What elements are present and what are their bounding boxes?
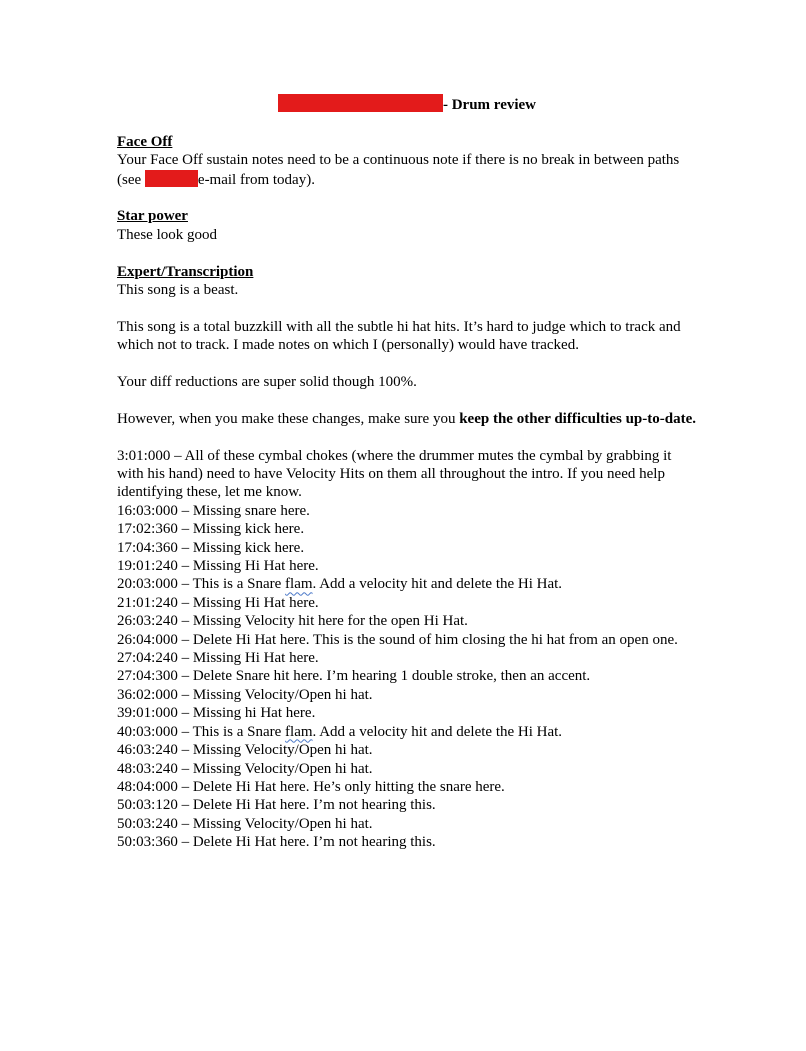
- face-off-text: [117, 151, 697, 189]
- section-face-off: [117, 133, 697, 189]
- note-text: . Add a velocity hit and delete the Hi Hat.: [312, 723, 563, 740]
- spellcheck-word: flam: [285, 723, 313, 740]
- face-off-text-after: e-mail from today).: [197, 171, 315, 188]
- note-item: 26:03:240 – Missing Velocity hit here for the open Hi Hat.: [117, 613, 468, 630]
- heading-face-off: Face Off: [117, 133, 173, 150]
- expert-para3: Your diff reductions are super solid though 100%.: [117, 374, 417, 391]
- heading-expert: Expert/Transcription: [117, 263, 254, 280]
- document-title: [117, 94, 697, 114]
- note-text: 40:03:000 – This is a Snare: [117, 723, 286, 740]
- note-item: 48:04:000 – Delete Hi Hat here. He’s only hitting the snare here.: [117, 778, 505, 795]
- section-expert: [117, 263, 697, 429]
- note-text: 20:03:000 – This is a Snare: [117, 576, 286, 593]
- note-item: 17:04:360 – Missing kick here.: [117, 539, 305, 556]
- note-item: 46:03:240 – Missing Velocity/Open hi hat.: [117, 742, 373, 759]
- note-item: 50:03:360 – Delete Hi Hat here. I’m not hearing this.: [117, 834, 436, 851]
- expert-para4: [117, 410, 697, 428]
- section-star-power: [117, 207, 697, 244]
- document-page: [117, 94, 697, 852]
- expert-line1: This song is a beast.: [117, 282, 239, 299]
- expert-para4-plain: However, when you make these changes, make sure you: [117, 410, 460, 427]
- note-item: 36:02:000 – Missing Velocity/Open hi hat.: [117, 686, 373, 703]
- star-power-text: These look good: [117, 226, 217, 243]
- expert-para4-bold: keep the other difficulties up-to-date.: [459, 410, 696, 427]
- face-off-text-before: Your Face Off sustain notes need to be a continuous note if there is no break in between paths (see: [117, 152, 680, 188]
- note-text: . Add a velocity hit and delete the Hi Hat.: [312, 576, 563, 593]
- note-item: 21:01:240 – Missing Hi Hat here.: [117, 594, 319, 611]
- note-item: [117, 723, 697, 741]
- note-item: 16:03:000 – Missing snare here.: [117, 502, 310, 519]
- note-item: 48:03:240 – Missing Velocity/Open hi hat.: [117, 760, 373, 777]
- note-item: 27:04:300 – Delete Snare hit here. I’m hearing 1 double stroke, then an accent.: [117, 668, 591, 685]
- note-item: 17:02:360 – Missing kick here.: [117, 521, 305, 538]
- note-item: 27:04:240 – Missing Hi Hat here.: [117, 650, 319, 667]
- note-item: 50:03:120 – Delete Hi Hat here. I’m not hearing this.: [117, 797, 436, 814]
- redaction-box-inline: [145, 170, 198, 187]
- redaction-box-title: [278, 94, 443, 112]
- heading-star-power: Star power: [117, 208, 188, 225]
- title-suffix: - Drum review: [442, 97, 537, 113]
- spellcheck-word: flam: [285, 576, 313, 593]
- note-item: 50:03:240 – Missing Velocity/Open hi hat.: [117, 815, 373, 832]
- note-item: [117, 575, 697, 593]
- note-item: 19:01:240 – Missing Hi Hat here.: [117, 558, 319, 575]
- notes-list: [117, 447, 697, 852]
- note-item: 39:01:000 – Missing hi Hat here.: [117, 705, 316, 722]
- note-item: 3:01:000 – All of these cymbal chokes (where the drummer mutes the cymbal by grabbing it with his hand) need to have Velocity Hits on them all throughout the intro. If you need help identifying these, let me know.: [117, 447, 672, 501]
- note-item: 26:04:000 – Delete Hi Hat here. This is the sound of him closing the hi hat from an open one.: [117, 631, 678, 648]
- expert-para2: This song is a total buzzkill with all the subtle hi hat hits. It’s hard to judge which to track and which not to track. I made notes on which I (personally) would have tracked.: [117, 318, 681, 354]
